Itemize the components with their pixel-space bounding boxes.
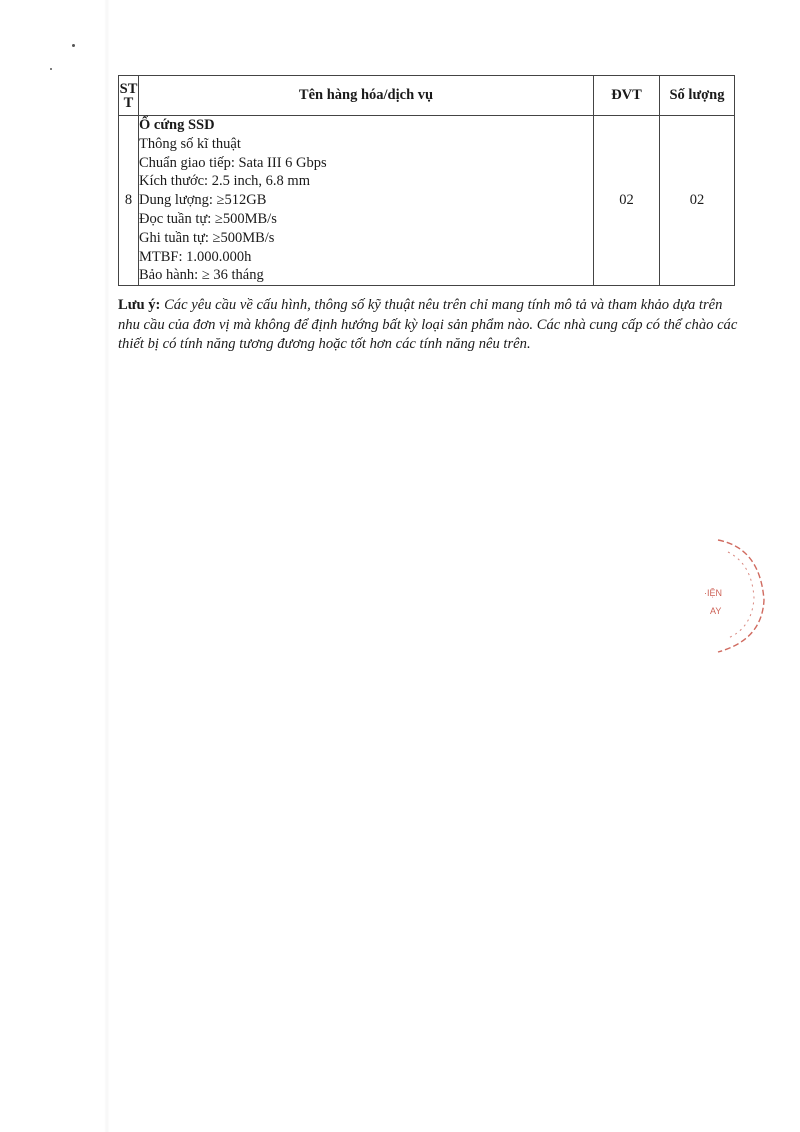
row-unit: 02 <box>594 116 660 286</box>
svg-text:AY: AY <box>710 606 722 616</box>
spec-line: Thông số kĩ thuật <box>139 135 241 152</box>
spec-line: Đọc tuần tự: ≥500MB/s <box>139 210 277 227</box>
spec-line: Bảo hành: ≥ 36 tháng <box>139 267 264 284</box>
spec-line: Chuẩn giao tiếp: Sata III 6 Gbps <box>139 154 327 171</box>
row-stt: 8 <box>119 116 139 286</box>
table-header-row <box>119 76 735 116</box>
spec-line: Ghi tuần tự: ≥500MB/s <box>139 229 275 246</box>
header-name: Tên hàng hóa/dịch vụ <box>139 76 594 116</box>
header-qty: Số lượng <box>660 76 735 116</box>
spec-line: Kích thước: 2.5 inch, 6.8 mm <box>139 173 310 190</box>
row-description <box>139 116 594 286</box>
item-title: Ổ cứng SSD <box>139 117 215 133</box>
spec-line: Dung lượng: ≥512GB <box>139 192 267 209</box>
header-stt: ST T <box>119 76 139 116</box>
note-text: Các yêu cầu về cấu hình, thông số kỹ thuật nêu trên chỉ mang tính mô tả và tham khảo dựa trên nhu cầu của đơn vị mà không để định hướng bất kỳ loại sản phẩm nào. Các nhà cung cấp có thể chào các thiết bị có tính năng tương đương hoặc tốt hơn các tính năng nêu trên. <box>118 297 738 352</box>
note-label: Lưu ý: <box>118 297 161 313</box>
goods-table <box>118 75 735 286</box>
header-unit: ĐVT <box>594 76 660 116</box>
table-row <box>119 116 735 286</box>
scan-shadow <box>104 0 110 1132</box>
row-qty: 02 <box>660 116 735 286</box>
spec-line: MTBF: 1.000.000h <box>139 248 252 265</box>
red-seal-stamp <box>700 530 770 660</box>
scan-speck <box>50 68 52 70</box>
note-paragraph <box>118 296 738 355</box>
svg-text:·IỆN: ·IỆN <box>704 588 722 598</box>
scan-speck <box>72 44 75 47</box>
